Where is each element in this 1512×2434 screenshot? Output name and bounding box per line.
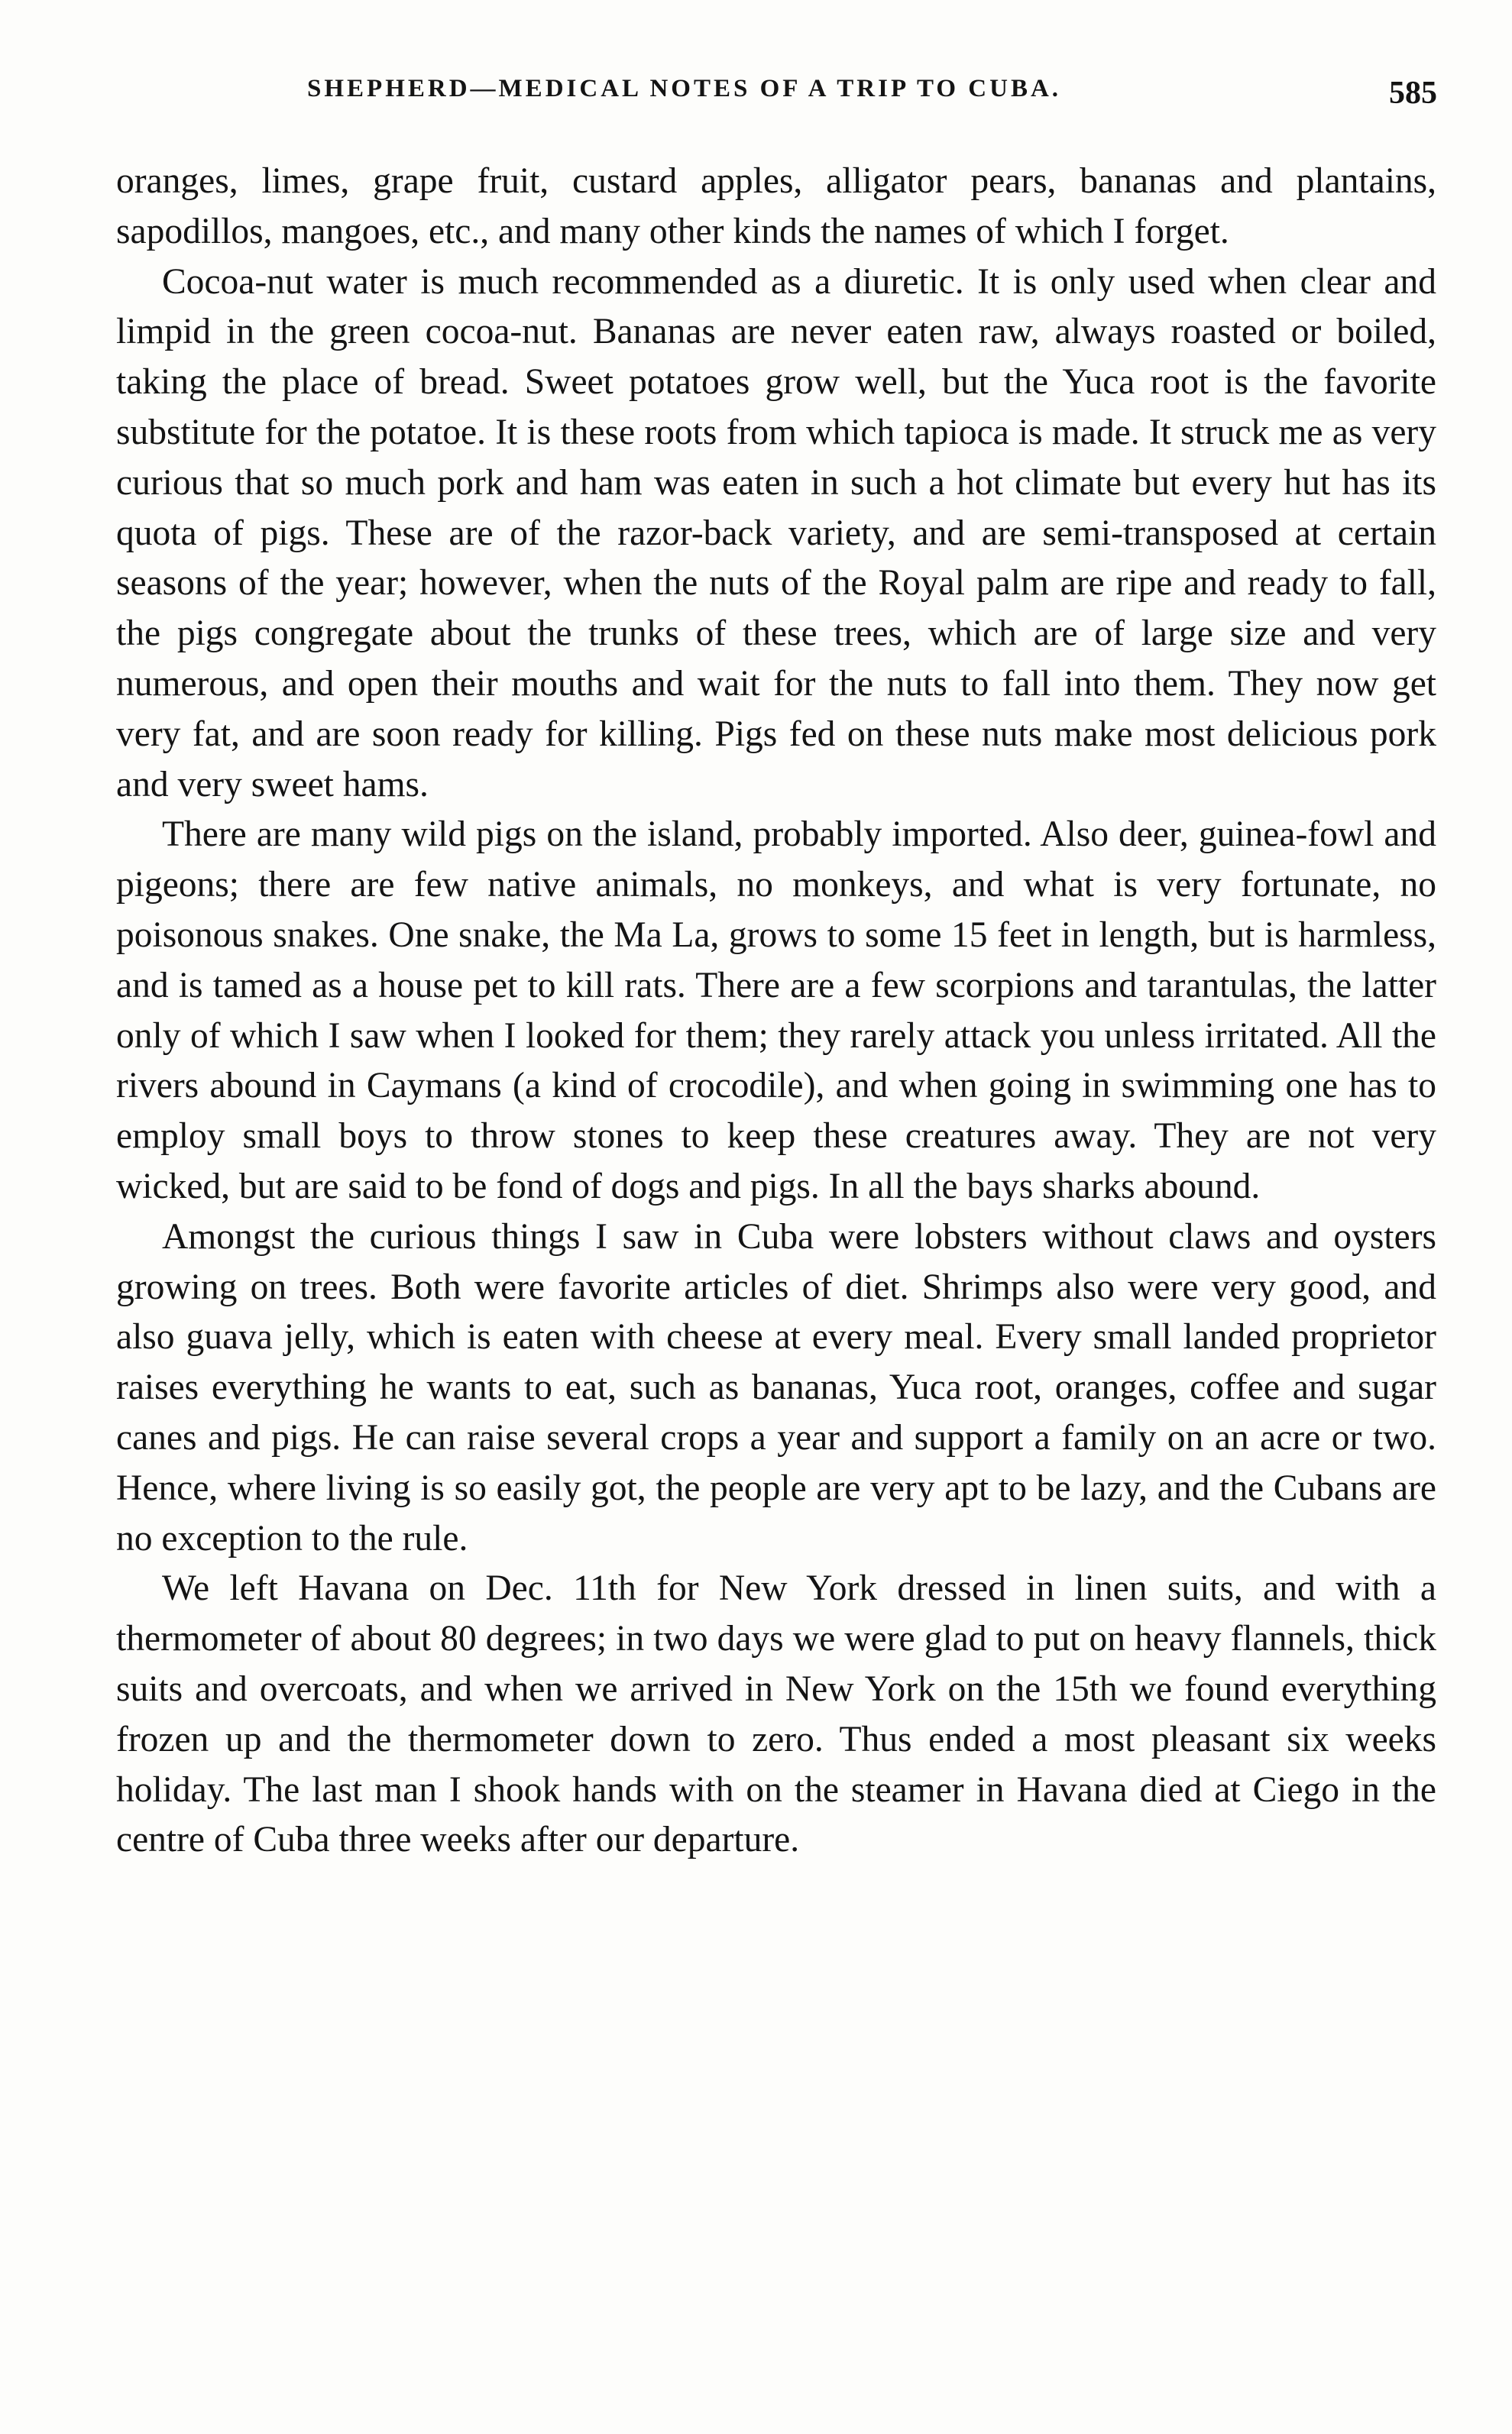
paragraph-wild-animals: There are many wild pigs on the island, probably imported. Also deer, guinea-fowl and pigeons; there are few native animals, no monkeys, and what is very fortunate, no poisonous snakes. One snake, the Ma La, grows to some 15 feet in length, but is harmless, and is tamed as a house pet to kill rats. There are a few scorpions and tarantulas, the latter only of which I saw when I looked for them; they rarely attack you unless irritated. All the rivers abound in Caymans (a kind of crocodile), and when going in swimming one has to employ small boys to throw stones to keep these creatures away. They are not very wicked, but are said to be fond of dogs and pigs. In all the bays sharks abound.: [116, 814, 1436, 1206]
paragraph-cocoanut-and-pigs: Cocoa-nut water is much recommended as a diuretic. It is only used when clear and limpid in the green cocoa-nut. Bananas are never eaten raw, always roasted or boiled, taking the place of bread. Sweet potatoes grow well, but the Yuca root is the favorite substitute for the potatoe. It is these roots from which tapioca is made. It struck me as very curious that so much pork and ham was eaten in such a hot climate but every hut has its quota of pigs. These are of the razor-back variety, and are semi-transposed at certain seasons of the year; however, when the nuts of the Royal palm are ripe and ready to fall, the pigs congregate about the trunks of these trees, which are of large size and very numerous, and open their mouths and wait for the nuts to fall into them. They now get very fat, and are soon ready for killing. Pigs fed on these nuts make most delicious pork and very sweet hams.: [116, 261, 1436, 804]
running-title: SHEPHERD—MEDICAL NOTES OF A TRIP TO CUBA.: [307, 75, 1062, 102]
body-text: [116, 157, 1436, 1866]
paragraph-curious-things: Amongst the curious things I saw in Cuba were lobsters without claws and oysters growing on trees. Both were favorite articles of diet. Shrimps also were very good, and also guava jelly, which is eaten with cheese at every meal. Every small landed proprietor raises everything he wants to eat, such as bananas, Yuca root, oranges, coffee and sugar canes and pigs. He can raise several crops a year and support a family on an acre or two. Hence, where living is so easily got, the people are very apt to be lazy, and the Cubans are no exception to the rule.: [116, 1216, 1436, 1558]
paragraph-departure: We left Havana on Dec. 11th for New York dressed in linen suits, and with a thermometer of about 80 degrees; in two days we were glad to put on heavy flannels, thick suits and overcoats, and when we arrived in New York on the 15th we found everything frozen up and the thermometer down to zero. Thus ended a most pleasant six weeks holiday. The last man I shook hands with on the steamer in Havana died at Ciego in the centre of Cuba three weeks after our departure.: [116, 1568, 1436, 1860]
running-head: [116, 75, 1437, 121]
page-number: 585: [1389, 76, 1437, 111]
paragraph-continued: oranges, limes, grape fruit, custard apples, alligator pears, bananas and plantains, sapodillos, mangoes, etc., and many other kinds the names of which I forget.: [116, 161, 1436, 251]
